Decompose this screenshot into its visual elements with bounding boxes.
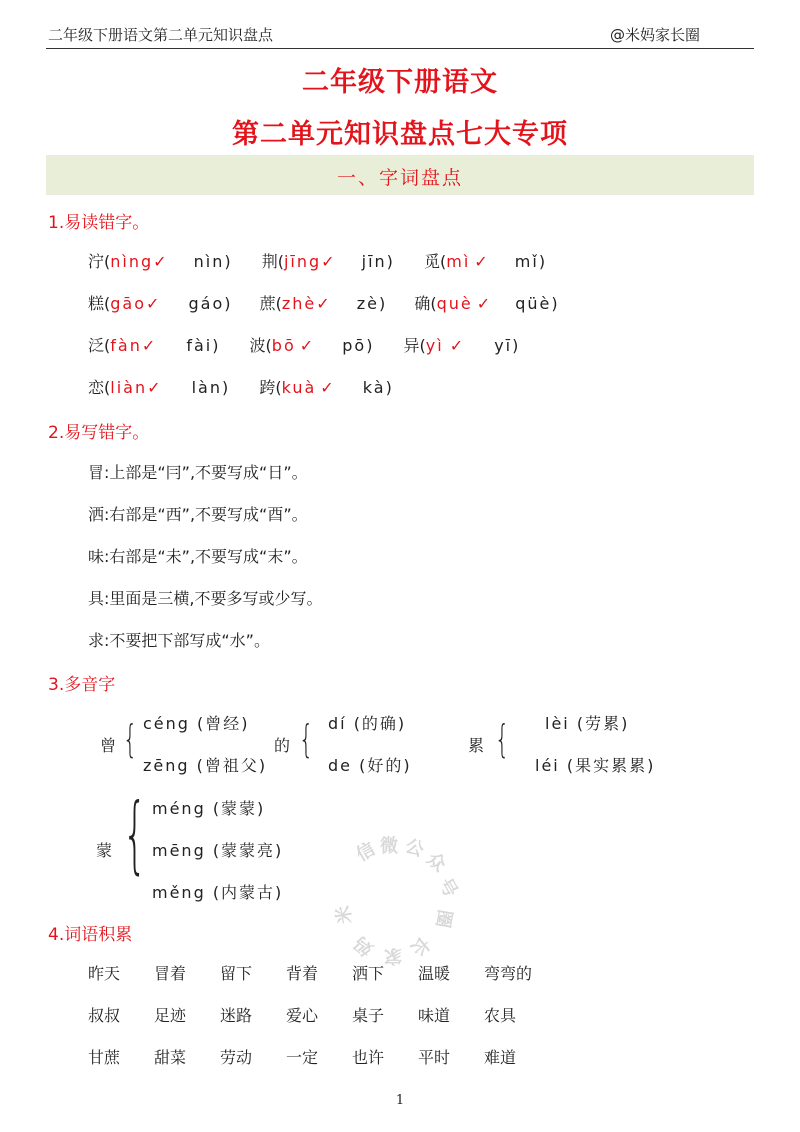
vocab-word: 甜菜 <box>154 1048 187 1067</box>
reading-char: 荆( <box>261 252 284 271</box>
running-header-author: @米妈家长圈 <box>609 26 700 44</box>
check-mark-icon: ✓ <box>147 378 161 397</box>
reading-char: 糕( <box>88 294 111 313</box>
vocab-word: 平时 <box>418 1048 451 1067</box>
correct-pinyin: què <box>436 294 473 313</box>
wrong-pinyin: pō) <box>342 336 375 355</box>
polyphone-reading: dí (的确) <box>328 714 407 733</box>
polyphone-char-meng: 蒙 <box>96 841 113 860</box>
writing-note-4: 具:里面是三横,不要多写或少写。 <box>88 589 323 608</box>
reading-char: 恋( <box>88 378 111 397</box>
watermark-stamp <box>320 830 470 980</box>
polyphone-reading: lèi (劳累) <box>545 714 630 733</box>
polyphone-reading: méng (蒙蒙) <box>152 799 266 818</box>
brace-icon: { <box>494 717 510 761</box>
vocab-word: 一定 <box>286 1048 319 1067</box>
correct-pinyin: zhè <box>281 294 317 313</box>
wrong-pinyin: nìn) <box>193 252 233 271</box>
polyphone-reading: zēng (曾祖父) <box>143 756 268 775</box>
polyphone-reading: léi (果实累累) <box>535 756 656 775</box>
vocab-word: 味道 <box>418 1006 451 1025</box>
brace-icon: { <box>298 717 314 761</box>
reading-char: 跨( <box>259 378 282 397</box>
page-title-line2: 第二单元知识盘点七大专项 <box>232 119 568 150</box>
wrong-pinyin: qüè) <box>515 294 560 313</box>
running-header-title: 二年级下册语文第二单元知识盘点 <box>48 26 274 44</box>
reading-row-4 <box>88 375 394 398</box>
vocab-word: 温暖 <box>418 964 451 983</box>
polyphone-reading: céng (曾经) <box>143 714 250 733</box>
section-heading-miswritten: 2.易写错字。 <box>48 423 150 443</box>
reading-char: 确( <box>414 294 437 313</box>
word-row-3 <box>0 1045 800 1069</box>
correct-pinyin: mì <box>446 252 471 271</box>
reading-row-1 <box>88 249 547 272</box>
wrong-pinyin: mǐ) <box>514 252 548 271</box>
check-mark-icon: ✓ <box>476 294 491 313</box>
vocab-word: 冒着 <box>154 964 187 983</box>
polyphone-reading: měng (内蒙古) <box>152 883 284 902</box>
section-heading-polyphones: 3.多音字 <box>48 675 116 695</box>
wrong-pinyin: zè) <box>356 294 388 313</box>
reading-char: 蔗( <box>259 294 282 313</box>
stamp-char: 众 <box>422 848 450 876</box>
stamp-char: 号 <box>434 874 462 901</box>
polyphone-reading: de (好的) <box>328 756 412 775</box>
check-mark-icon: ✓ <box>316 294 330 313</box>
check-mark-icon: ✓ <box>449 336 464 355</box>
correct-pinyin: jīng <box>283 252 322 271</box>
stamp-char: 信 <box>352 838 379 866</box>
check-mark-icon: ✓ <box>299 336 314 355</box>
reading-char: 泛( <box>88 336 111 355</box>
reading-row-2 <box>88 291 560 314</box>
page-number: 1 <box>395 1093 405 1108</box>
writing-note-2: 洒:右部是“西”,不要写成“酉”。 <box>88 505 308 524</box>
vocab-word: 也许 <box>352 1048 385 1067</box>
vocab-word: 昨天 <box>88 964 121 983</box>
writing-note-5: 求:不要把下部写成“水”。 <box>88 631 270 650</box>
wrong-pinyin: gáo) <box>188 294 233 313</box>
wrong-pinyin: jīn) <box>361 252 395 271</box>
check-mark-icon: ✓ <box>321 252 335 271</box>
vocab-word: 迷路 <box>220 1006 253 1025</box>
correct-pinyin: gāo <box>110 294 146 313</box>
reading-char: 波( <box>249 336 272 355</box>
check-mark-icon: ✓ <box>141 336 156 355</box>
stamp-char: 家 <box>384 945 402 966</box>
vocab-word: 足迹 <box>154 1006 187 1025</box>
polyphone-char-de: 的 <box>274 736 291 755</box>
polyphone-reading: mēng (蒙蒙亮) <box>152 841 284 860</box>
reading-char: 觅( <box>424 252 447 271</box>
vocab-word: 爱心 <box>286 1006 319 1025</box>
brace-icon: { <box>122 717 138 761</box>
vocab-word: 叔叔 <box>88 1006 121 1025</box>
check-mark-icon: ✓ <box>153 252 167 271</box>
vocab-word: 背着 <box>286 964 319 983</box>
polyphone-char-lei: 累 <box>468 736 485 755</box>
check-mark-icon: ✓ <box>146 294 160 313</box>
wrong-pinyin: fài) <box>186 336 221 355</box>
reading-char: 异( <box>403 336 426 355</box>
correct-pinyin: bō <box>271 336 296 355</box>
polyphone-char-zeng: 曾 <box>100 736 117 755</box>
writing-note-3: 味:右部是“未”,不要写成“末”。 <box>88 547 308 566</box>
check-mark-icon: ✓ <box>320 378 334 397</box>
stamp-char: 圈 <box>431 908 456 930</box>
vocab-word: 农具 <box>484 1006 517 1025</box>
reading-row-3 <box>88 333 520 356</box>
vocab-word: 留下 <box>220 964 253 983</box>
page-title-line1: 二年级下册语文 <box>302 67 498 98</box>
vocab-word: 桌子 <box>352 1006 385 1025</box>
reading-char: 泞( <box>88 252 111 271</box>
correct-pinyin: fàn <box>110 336 142 355</box>
section-heading-vocabulary: 4.词语积累 <box>48 925 133 945</box>
vocab-word: 劳动 <box>220 1048 253 1067</box>
correct-pinyin: liàn <box>110 378 148 397</box>
section-heading-misread: 1.易读错字。 <box>48 213 150 233</box>
header-divider <box>46 48 754 49</box>
correct-pinyin: yì <box>425 336 444 355</box>
correct-pinyin: nìng <box>110 252 154 271</box>
check-mark-icon: ✓ <box>474 252 488 271</box>
correct-pinyin: kuà <box>281 378 317 397</box>
vocab-word: 弯弯的 <box>484 964 533 983</box>
section-banner <box>46 155 754 195</box>
wrong-pinyin: làn) <box>191 378 231 397</box>
vocab-word: 洒下 <box>352 964 385 983</box>
brace-icon: { <box>122 785 147 883</box>
vocab-word: 甘蔗 <box>88 1048 121 1067</box>
stamp-char: 公 <box>402 835 427 862</box>
vocab-word: 难道 <box>484 1048 517 1067</box>
section-banner-text: 一、字词盘点 <box>336 167 463 189</box>
stamp-char: 妈 <box>350 932 378 960</box>
stamp-char: 微 <box>380 836 398 857</box>
stamp-char: 长 <box>406 932 434 960</box>
stamp-char: 米 <box>332 904 357 926</box>
writing-note-1: 冒:上部是“冃”,不要写成“日”。 <box>88 463 308 482</box>
word-row-1 <box>0 961 800 985</box>
wrong-pinyin: kà) <box>362 378 394 397</box>
wrong-pinyin: yī) <box>494 336 521 355</box>
word-row-2 <box>0 1003 800 1027</box>
